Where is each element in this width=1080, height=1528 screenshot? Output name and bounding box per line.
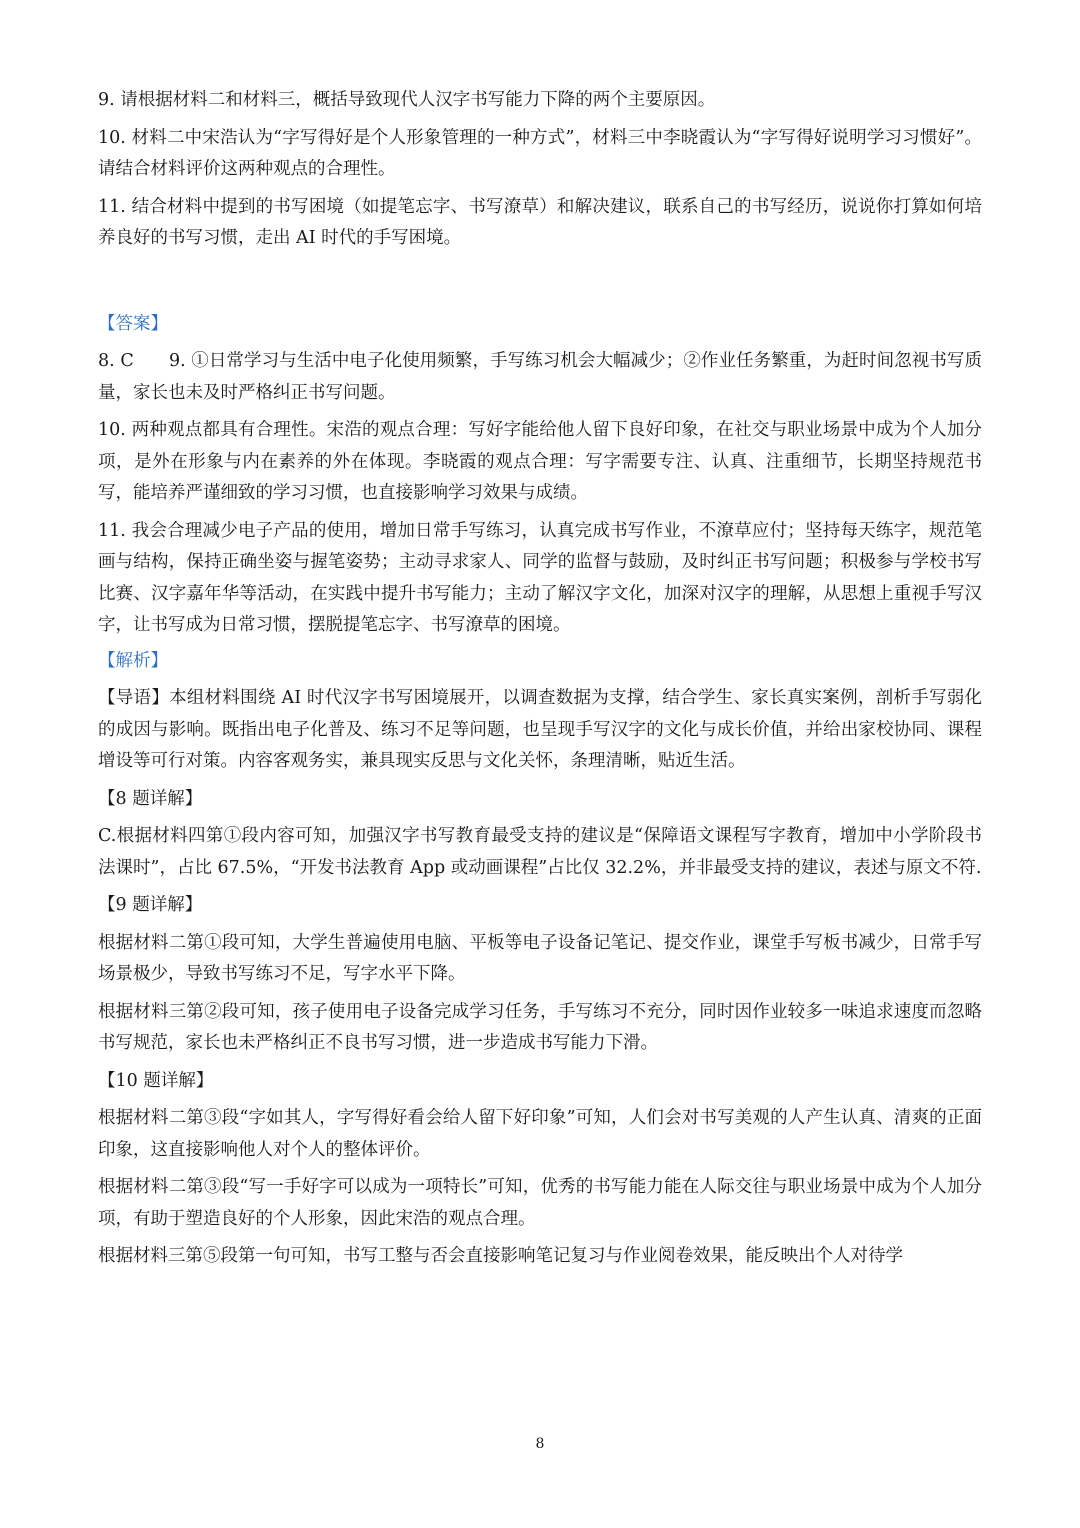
answer-11: 11. 我会合理减少电子产品的使用，增加日常手写练习，认真完成书写作业，不潦草应付；坚持每天练字，规范笔画与结构，保持正确坐姿与握笔姿势；主动寻求家人、同学的监督与鼓励，及时纠正书写问题；积极参与学校书写比赛、汉字嘉年华等活动，在实践中提升书写能力；主动了解汉字文化，加深对汉字的理解，从思想上重视手写汉字，让书写成为日常习惯，摆脱提笔忘字、书写潦草的困境。 <box>98 520 982 635</box>
analysis-label: 【解析】 <box>98 650 168 671</box>
q9-detail-text-2: 根据材料三第②段可知，孩子使用电子设备完成学习任务，手写练习不充分，同时因作业较多一味追求速度而忽略书写规范，家长也未严格纠正不良书写习惯，进一步造成书写能力下滑。 <box>98 1001 982 1053</box>
q9-detail-text-1: 根据材料二第①段可知，大学生普遍使用电脑、平板等电子设备记笔记、提交作业，课堂手写板书减少，日常手写场景极少，导致书写练习不足，写字水平下降。 <box>98 932 982 984</box>
q8-detail-title: 【8 题详解】 <box>98 788 203 809</box>
document-body <box>98 85 982 1279</box>
page-number: 8 <box>535 1436 545 1452</box>
answer-10: 10. 两种观点都具有合理性。宋浩的观点合理：写好字能给他人留下良好印象，在社交与职业场景中成为个人加分项，是外在形象与内在素养的外在体现。李晓霞的观点合理：写字需要专注、认真、注重细节，长期坚持规范书写，能培养严谨细致的学习习惯，也直接影响学习效果与成绩。 <box>98 420 982 503</box>
q9-detail-title: 【9 题详解】 <box>98 895 203 915</box>
q10-detail-text-1: 根据材料二第③段“字如其人，字写得好看会给人留下好印象”可知，人们会对书写美观的人产生认真、清爽的正面印象，这直接影响他人对个人的整体评价。 <box>98 1108 982 1160</box>
q10-detail-title: 【10 题详解】 <box>98 1070 214 1091</box>
q10-detail-text-3: 根据材料三第⑤段第一句可知，书写工整与否会直接影响笔记复习与作业阅卷效果，能反映出个人对待学 <box>98 1246 903 1266</box>
q8-detail-text: C.根据材料四第①段内容可知，加强汉字书写教育最受支持的建议是“保障语文课程写字教育，增加中小学阶段书法课时”，占比 67.5%，“开发书法教育 App 或动画课程”占比仅 32.2%，并非最受支持的建议，表述与原文不符. <box>98 826 982 878</box>
question-9: 9. 请根据材料二和材料三，概括导致现代人汉字书写能力下降的两个主要原因。 <box>98 90 716 110</box>
question-10: 10. 材料二中宋浩认为“字写得好是个人形象管理的一种方式”，材料三中李晓霞认为“字写得好说明学习习惯好”。请结合材料评价这两种观点的合理性。 <box>98 127 982 179</box>
question-11: 11. 结合材料中提到的书写困境（如提笔忘字、书写潦草）和解决建议，联系自己的书写经历，说说你打算如何培养良好的书写习惯，走出 AI 时代的手写困境。 <box>98 196 982 248</box>
answer-label: 【答案】 <box>98 313 168 334</box>
q10-detail-text-2: 根据材料二第③段“写一手好字可以成为一项特长”可知，优秀的书写能力能在人际交往与职业场景中成为个人加分项，有助于塑造良好的个人形象，因此宋浩的观点合理。 <box>98 1177 982 1229</box>
answer-8-9: 8. C 9. ①日常学习与生活中电子化使用频繁，手写练习机会大幅减少；②作业任务繁重，为赶时间忽视书写质量，家长也未及时严格纠正书写问题。 <box>98 351 982 403</box>
section-gap <box>98 261 982 309</box>
analysis-guide: 【导语】本组材料围绕 AI 时代汉字书写困境展开，以调查数据为支撑，结合学生、家长真实案例，剖析手写弱化的成因与影响。既指出电子化普及、练习不足等问题，也呈现手写汉字的文化与成长价值，并给出家校协同、课程增设等可行对策。内容客观务实，兼具现实反思与文化关怀，条理清晰，贴近生活。 <box>98 688 982 771</box>
